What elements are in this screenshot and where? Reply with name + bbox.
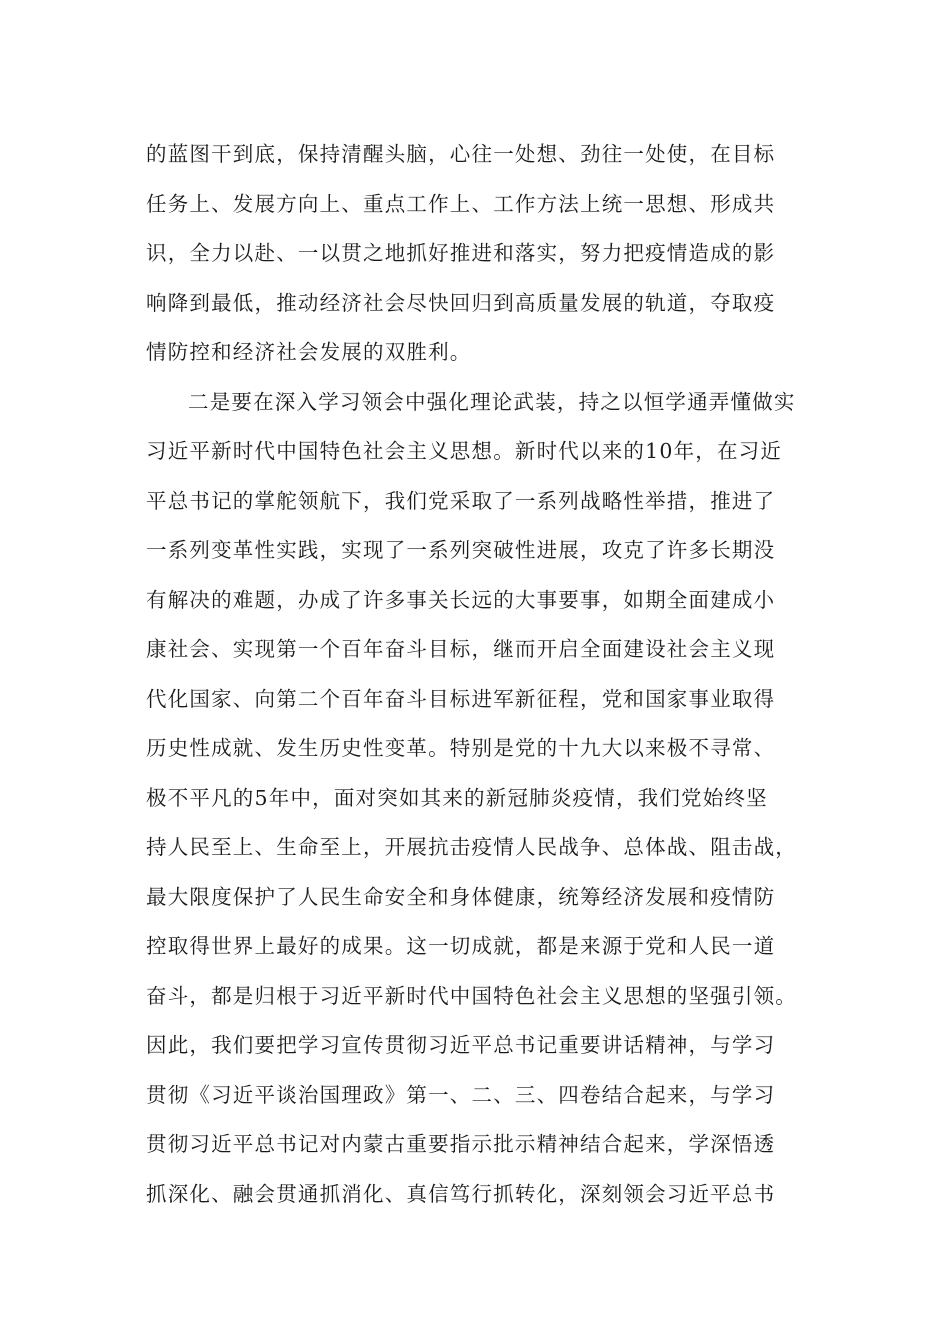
text-line: 因此，我们要把学习宣传贯彻习近平总书记重要讲话精神，与学习 [146, 1033, 776, 1057]
text-line: 最大限度保护了人民生命安全和身体健康，统筹经济发展和疫情防 [146, 884, 776, 909]
text-line: 识，全力以赴、一以贯之地抓好推进和落实，努力把疫情造成的影 [146, 241, 776, 265]
text-line: 贯彻习近平总书记对内蒙古重要指示批示精神结合起来，学深悟透 [146, 1132, 776, 1156]
text-line: 控取得世界上最好的成果。这一切成就，都是来源于党和人民一道 [146, 934, 776, 958]
text-line: 康社会、实现第一个百年奋斗目标，继而开启全面建设社会主义现 [146, 637, 776, 661]
text-line: 的蓝图干到底，保持清醒头脑，心往一处想、劲往一处使，在目标 [146, 142, 776, 166]
text-line: 情防控和经济社会发展的双胜利。 [146, 340, 472, 364]
text-line: 平总书记的掌舵领航下，我们党采取了一系列战略性举措，推进了 [146, 488, 776, 513]
text-line: 有解决的难题，办成了许多事关长远的大事要事，如期全面建成小 [146, 587, 776, 612]
text-line: 历史性成就、发生历史性变革。特别是党的十九大以来极不寻常、 [146, 736, 776, 760]
paragraph-first-line: 二是要在深入学习领会中强化理论武装，持之以恒学通弄懂做实 [188, 389, 796, 414]
text-line: 极不平凡的5年中，面对突如其来的新冠肺炎疫情，我们党始终坚 [146, 785, 768, 810]
text-line: 贯彻《习近平谈治国理政》第一、二、三、四卷结合起来，与学习 [146, 1082, 776, 1107]
text-line: 一系列变革性实践，实现了一系列突破性进展，攻克了许多长期没 [146, 538, 776, 562]
text-line: 任务上、发展方向上、重点工作上、工作方法上统一思想、形成共 [146, 191, 776, 216]
text-line: 代化国家、向第二个百年奋斗目标进军新征程，党和国家事业取得 [146, 686, 776, 711]
text-line: 习近平新时代中国特色社会主义思想。新时代以来的10年，在习近 [146, 439, 783, 463]
document-body [146, 130, 846, 1219]
text-line: 抓深化、融会贯通抓消化、真信笃行抓转化，深刻领会习近平总书 [146, 1181, 776, 1206]
text-line: 奋斗，都是归根于习近平新时代中国特色社会主义思想的坚强引领。 [146, 983, 797, 1008]
text-line: 响降到最低，推动经济社会尽快回归到高质量发展的轨道，夺取疫 [146, 290, 776, 315]
text-line: 持人民至上、生命至上，开展抗击疫情人民战争、总体战、阻击战， [146, 835, 797, 859]
